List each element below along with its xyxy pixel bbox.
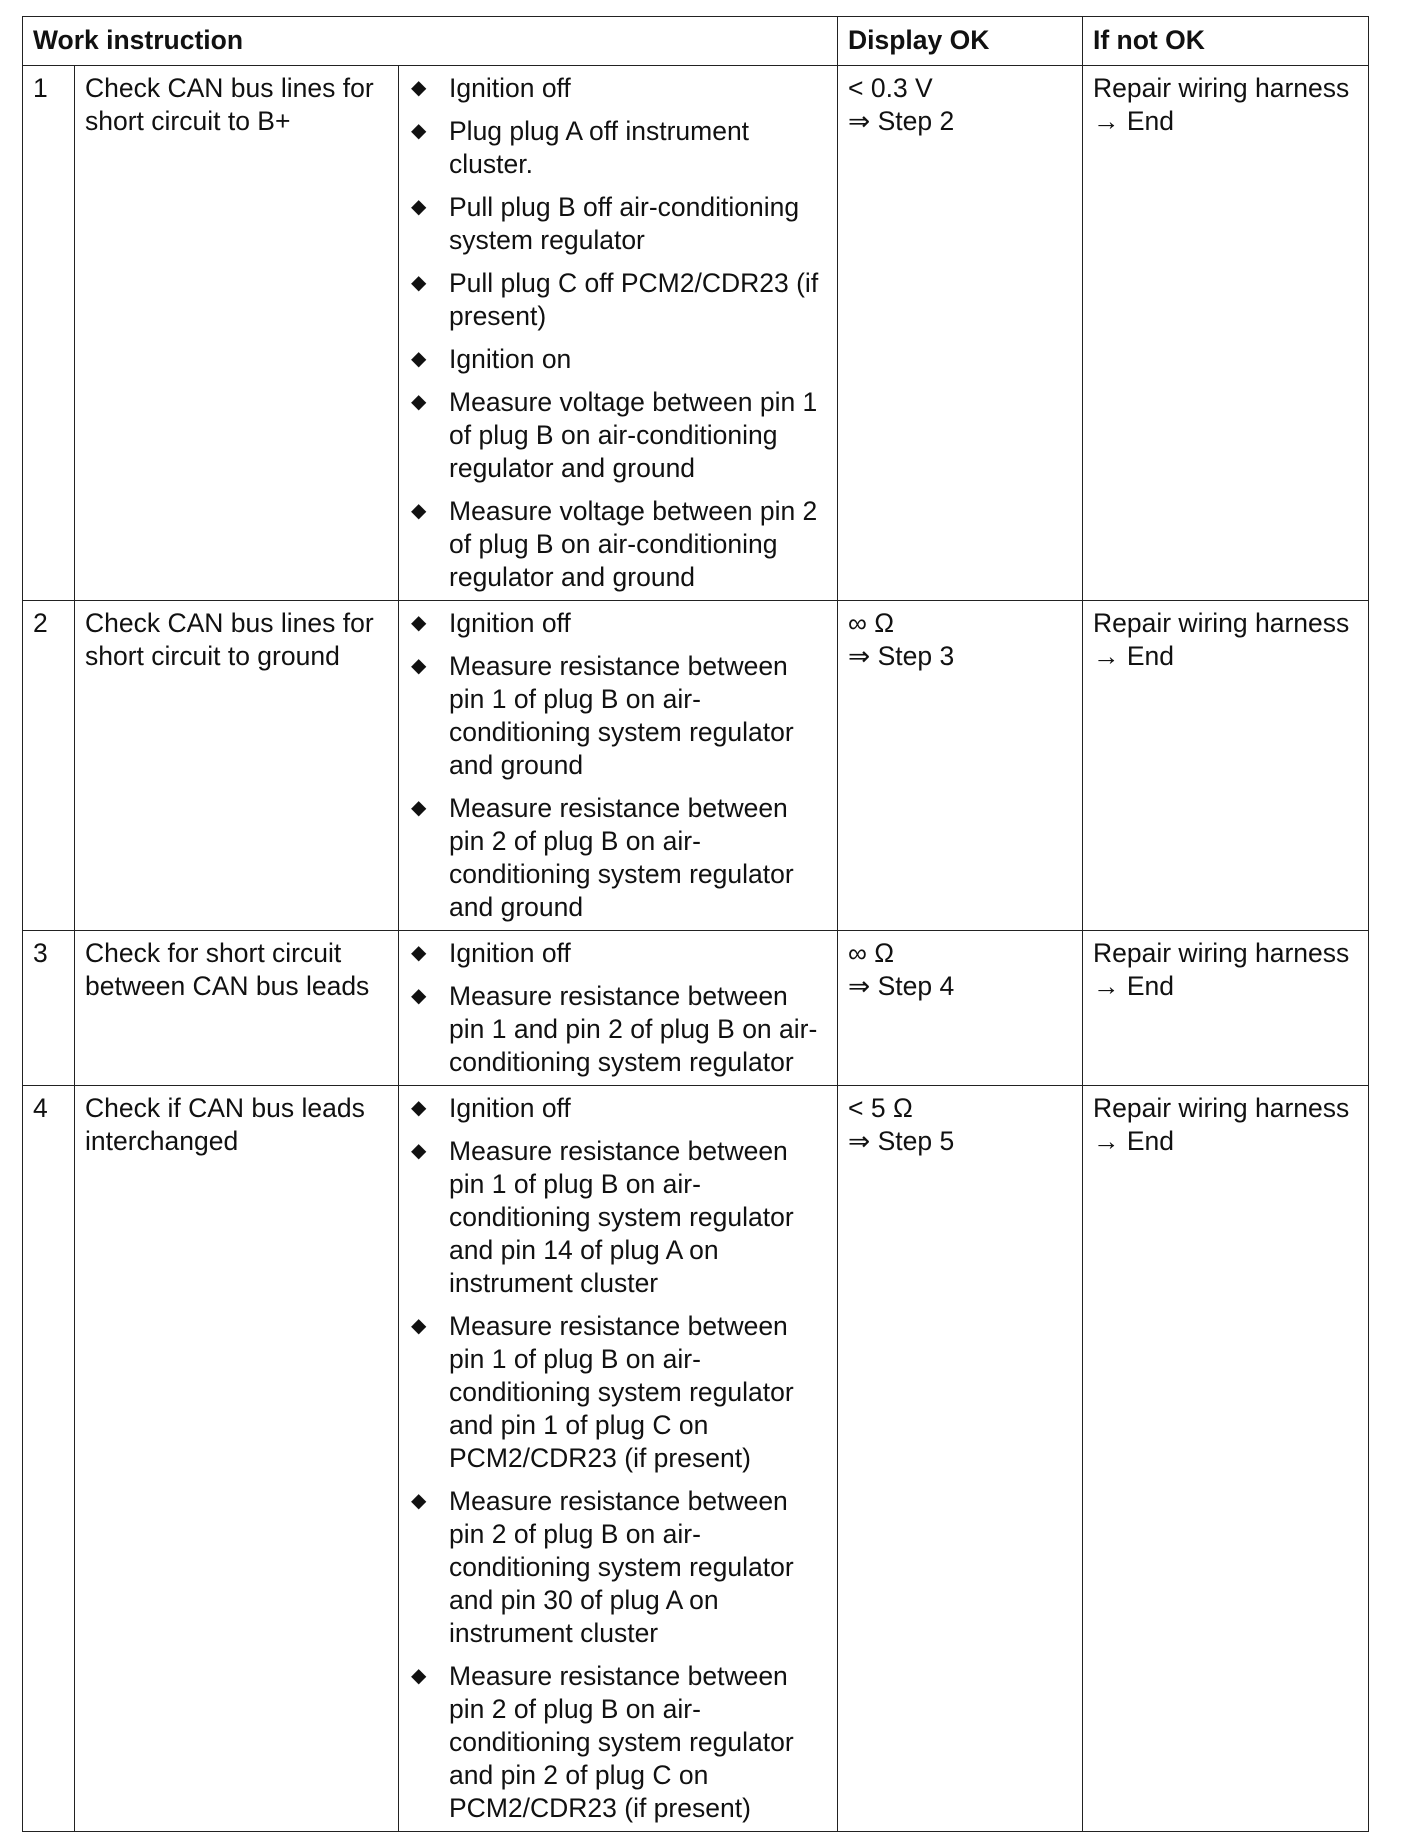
- if-not-ok-next: → End: [1093, 106, 1175, 136]
- step-number: 3: [23, 931, 75, 1086]
- table-row: [23, 931, 1369, 1086]
- if-not-ok-cell: [1083, 66, 1369, 601]
- diamond-bullet-icon: ◆: [411, 1315, 427, 1337]
- if-not-ok-next: → End: [1093, 1126, 1175, 1156]
- action-list-cell: [399, 66, 838, 601]
- display-ok-next-step: ⇒ Step 3: [848, 641, 955, 671]
- list-item: [409, 386, 827, 485]
- list-item: [409, 1660, 827, 1825]
- action-text: Measure voltage between pin 1 of plug B on air-conditioning regulator and ground: [449, 387, 818, 483]
- list-item: [409, 980, 827, 1079]
- if-not-ok-cell: [1083, 931, 1369, 1086]
- diamond-bullet-icon: ◆: [411, 1490, 427, 1512]
- display-ok-next-step: ⇒ Step 5: [848, 1126, 955, 1156]
- display-ok-cell: [838, 931, 1083, 1086]
- action-list-cell: [399, 931, 838, 1086]
- action-text: Ignition on: [449, 344, 572, 374]
- action-list-cell: [399, 601, 838, 931]
- list-item: [409, 1485, 827, 1650]
- list-item: [409, 1310, 827, 1475]
- display-ok-value: ∞ Ω: [848, 938, 895, 968]
- display-ok-next-step: ⇒ Step 4: [848, 971, 955, 1001]
- display-ok-value: < 0.3 V: [848, 73, 933, 103]
- display-ok-cell: [838, 66, 1083, 601]
- list-item: [409, 495, 827, 594]
- action-text: Ignition off: [449, 608, 571, 638]
- step-number: 4: [23, 1086, 75, 1832]
- list-item: [409, 191, 827, 257]
- diamond-bullet-icon: ◆: [411, 77, 427, 99]
- diamond-bullet-icon: ◆: [411, 612, 427, 634]
- list-item: [409, 1135, 827, 1300]
- action-text: Measure resistance between pin 1 of plug B on air-conditioning system regulator and ground: [449, 651, 794, 780]
- action-text: Measure resistance between pin 2 of plug B on air-conditioning system regulator and pin 30 of plug A on instrument cluster: [449, 1486, 794, 1648]
- diamond-bullet-icon: ◆: [411, 348, 427, 370]
- list-item: [409, 1092, 827, 1125]
- header-work-instruction: Work instruction: [23, 17, 838, 66]
- table-row: [23, 1086, 1369, 1832]
- action-list: [409, 1092, 827, 1825]
- display-ok-next-step: ⇒ Step 2: [848, 106, 955, 136]
- diamond-bullet-icon: ◆: [411, 196, 427, 218]
- work-instruction-table: [22, 16, 1369, 1832]
- list-item: [409, 72, 827, 105]
- task-description: Check if CAN bus leads interchanged: [75, 1086, 399, 1832]
- action-text: Measure resistance between pin 1 of plug B on air-conditioning system regulator and pin 1 of plug C on PCM2/CDR23 (if present): [449, 1311, 794, 1473]
- task-description: Check CAN bus lines for short circuit to ground: [75, 601, 399, 931]
- diamond-bullet-icon: ◆: [411, 391, 427, 413]
- list-item: [409, 343, 827, 376]
- if-not-ok-cell: [1083, 1086, 1369, 1832]
- display-ok-cell: [838, 601, 1083, 931]
- if-not-ok-next: → End: [1093, 971, 1175, 1001]
- action-list: [409, 937, 827, 1079]
- action-text: Plug plug A off instrument cluster.: [449, 116, 750, 179]
- action-text: Measure resistance between pin 2 of plug B on air-conditioning system regulator and pin 2 of plug C on PCM2/CDR23 (if present): [449, 1661, 794, 1823]
- diamond-bullet-icon: ◆: [411, 655, 427, 677]
- task-description: Check CAN bus lines for short circuit to B+: [75, 66, 399, 601]
- action-list-cell: [399, 1086, 838, 1832]
- header-row: [23, 17, 1369, 66]
- if-not-ok-cell: [1083, 601, 1369, 931]
- action-text: Measure resistance between pin 1 and pin 2 of plug B on air-conditioning system regulator: [449, 981, 818, 1077]
- diamond-bullet-icon: ◆: [411, 985, 427, 1007]
- if-not-ok-action: Repair wiring harness: [1093, 938, 1350, 968]
- header-if-not-ok: If not OK: [1083, 17, 1369, 66]
- diamond-bullet-icon: ◆: [411, 120, 427, 142]
- diamond-bullet-icon: ◆: [411, 1097, 427, 1119]
- action-text: Measure resistance between pin 2 of plug B on air-conditioning system regulator and ground: [449, 793, 794, 922]
- display-ok-cell: [838, 1086, 1083, 1832]
- action-text: Measure voltage between pin 2 of plug B on air-conditioning regulator and ground: [449, 496, 818, 592]
- action-text: Ignition off: [449, 73, 571, 103]
- header-display-ok: Display OK: [838, 17, 1083, 66]
- step-number: 2: [23, 601, 75, 931]
- if-not-ok-action: Repair wiring harness: [1093, 73, 1350, 103]
- table-row: [23, 66, 1369, 601]
- diamond-bullet-icon: ◆: [411, 797, 427, 819]
- diamond-bullet-icon: ◆: [411, 500, 427, 522]
- list-item: [409, 267, 827, 333]
- list-item: [409, 650, 827, 782]
- diamond-bullet-icon: ◆: [411, 272, 427, 294]
- diamond-bullet-icon: ◆: [411, 942, 427, 964]
- list-item: [409, 607, 827, 640]
- action-list: [409, 72, 827, 594]
- action-text: Ignition off: [449, 1093, 571, 1123]
- action-text: Ignition off: [449, 938, 571, 968]
- list-item: [409, 792, 827, 924]
- display-ok-value: ∞ Ω: [848, 608, 895, 638]
- action-text: Pull plug B off air-conditioning system regulator: [449, 192, 800, 255]
- list-item: [409, 115, 827, 181]
- action-text: Pull plug C off PCM2/CDR23 (if present): [449, 268, 819, 331]
- if-not-ok-action: Repair wiring harness: [1093, 1093, 1350, 1123]
- diamond-bullet-icon: ◆: [411, 1140, 427, 1162]
- if-not-ok-next: → End: [1093, 641, 1175, 671]
- list-item: [409, 937, 827, 970]
- action-list: [409, 607, 827, 924]
- task-description: Check for short circuit between CAN bus leads: [75, 931, 399, 1086]
- action-text: Measure resistance between pin 1 of plug B on air-conditioning system regulator and pin 14 of plug A on instrument cluster: [449, 1136, 794, 1298]
- display-ok-value: < 5 Ω: [848, 1093, 913, 1123]
- table-row: [23, 601, 1369, 931]
- diamond-bullet-icon: ◆: [411, 1665, 427, 1687]
- step-number: 1: [23, 66, 75, 601]
- if-not-ok-action: Repair wiring harness: [1093, 608, 1350, 638]
